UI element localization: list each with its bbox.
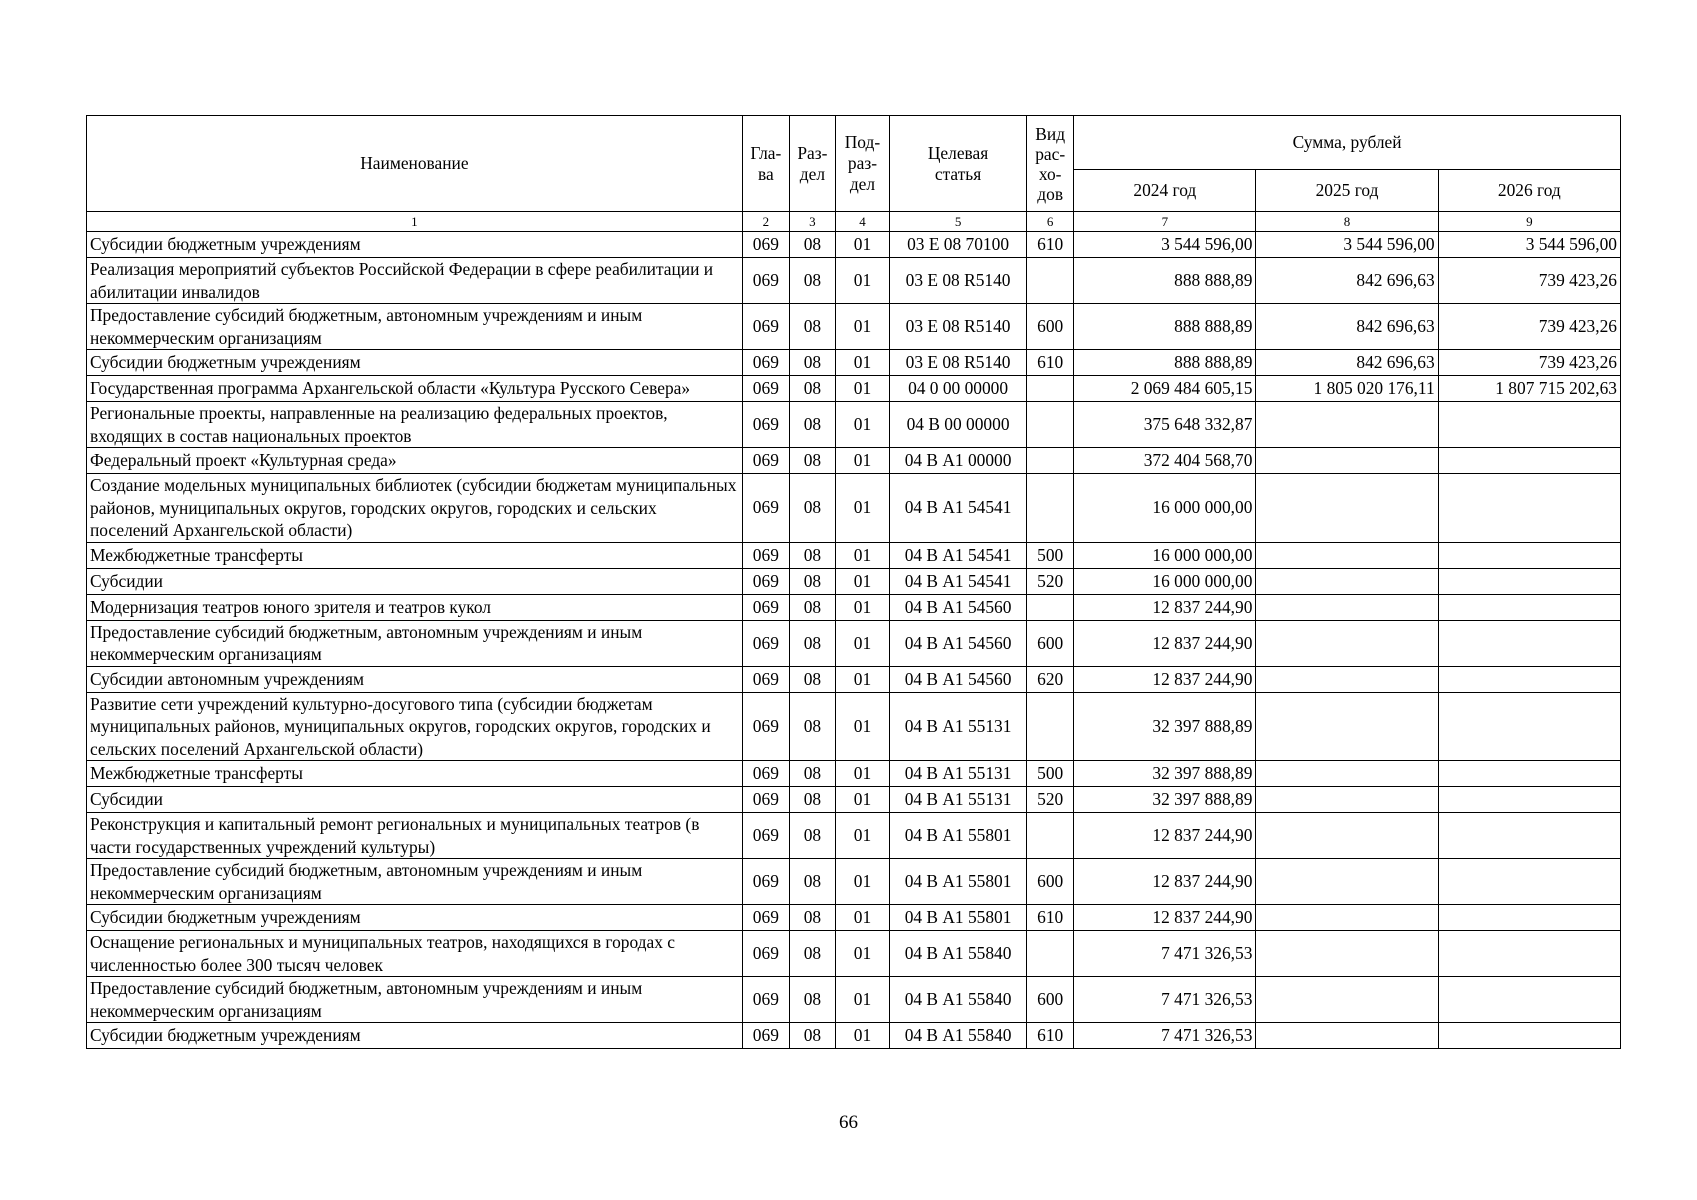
row-vid-raskhodov: 520: [1027, 787, 1074, 813]
row-glava: 069: [742, 304, 789, 350]
column-index-row: [87, 212, 1621, 232]
row-celevaya-statya: 04 В А1 54541: [889, 542, 1026, 568]
row-name: Модернизация театров юного зрителя и театров кукол: [87, 594, 743, 620]
row-sum-2025: 842 696,63: [1256, 258, 1438, 304]
row-sum-2024: 12 837 244,90: [1074, 594, 1256, 620]
row-glava: 069: [742, 448, 789, 474]
row-celevaya-statya: 04 В А1 00000: [889, 448, 1026, 474]
row-name: Субсидии бюджетным учреждениям: [87, 350, 743, 376]
row-glava: 069: [742, 787, 789, 813]
row-podrazdel: 01: [835, 402, 889, 448]
row-vid-raskhodov: [1027, 474, 1074, 543]
row-sum-2025: [1256, 931, 1438, 977]
row-name: Субсидии: [87, 787, 743, 813]
row-podrazdel: 01: [835, 1023, 889, 1049]
row-sum-2025: [1256, 448, 1438, 474]
row-sum-2024: 12 837 244,90: [1074, 666, 1256, 692]
row-glava: 069: [742, 542, 789, 568]
row-podrazdel: 01: [835, 859, 889, 905]
row-podrazdel: 01: [835, 568, 889, 594]
row-vid-raskhodov: 610: [1027, 905, 1074, 931]
row-razdel: 08: [789, 666, 835, 692]
row-sum-2024: 372 404 568,70: [1074, 448, 1256, 474]
row-razdel: 08: [789, 1023, 835, 1049]
budget-table: [86, 115, 1621, 1049]
row-celevaya-statya: 04 В А1 54560: [889, 594, 1026, 620]
table-header: [87, 116, 1621, 232]
row-razdel: 08: [789, 474, 835, 543]
table-row: [87, 542, 1621, 568]
row-sum-2026: [1438, 402, 1620, 448]
row-vid-raskhodov: [1027, 813, 1074, 859]
table-row: [87, 304, 1621, 350]
row-celevaya-statya: 03 Е 08 70100: [889, 232, 1026, 258]
row-sum-2024: 888 888,89: [1074, 258, 1256, 304]
row-sum-2024: 7 471 326,53: [1074, 931, 1256, 977]
row-podrazdel: 01: [835, 232, 889, 258]
row-name: Предоставление субсидий бюджетным, автономным учреждениям и иным некоммерческим организациям: [87, 977, 743, 1023]
row-sum-2024: 7 471 326,53: [1074, 977, 1256, 1023]
row-razdel: 08: [789, 402, 835, 448]
row-sum-2024: 7 471 326,53: [1074, 1023, 1256, 1049]
row-vid-raskhodov: [1027, 258, 1074, 304]
row-sum-2025: [1256, 666, 1438, 692]
row-razdel: 08: [789, 692, 835, 761]
table-row: [87, 376, 1621, 402]
row-sum-2024: 16 000 000,00: [1074, 568, 1256, 594]
row-sum-2025: [1256, 761, 1438, 787]
row-glava: 069: [742, 905, 789, 931]
row-glava: 069: [742, 376, 789, 402]
row-sum-2025: [1256, 787, 1438, 813]
row-sum-2025: [1256, 905, 1438, 931]
row-glava: 069: [742, 692, 789, 761]
row-celevaya-statya: 04 В А1 55840: [889, 931, 1026, 977]
header-glava: Гла- ва: [742, 116, 789, 212]
row-sum-2026: [1438, 542, 1620, 568]
row-sum-2026: [1438, 761, 1620, 787]
row-sum-2026: 739 423,26: [1438, 258, 1620, 304]
row-glava: 069: [742, 568, 789, 594]
row-razdel: 08: [789, 568, 835, 594]
row-sum-2026: 1 807 715 202,63: [1438, 376, 1620, 402]
row-sum-2026: [1438, 977, 1620, 1023]
row-sum-2024: 375 648 332,87: [1074, 402, 1256, 448]
row-vid-raskhodov: 610: [1027, 232, 1074, 258]
row-vid-raskhodov: 520: [1027, 568, 1074, 594]
row-podrazdel: 01: [835, 931, 889, 977]
column-index: 2: [742, 212, 789, 232]
row-sum-2024: 3 544 596,00: [1074, 232, 1256, 258]
row-name: Реализация мероприятий субъектов Российской Федерации в сфере реабилитации и абилитации инвалидов: [87, 258, 743, 304]
row-sum-2025: [1256, 594, 1438, 620]
row-razdel: 08: [789, 542, 835, 568]
header-year-2025: 2025 год: [1256, 170, 1438, 212]
header-name: Наименование: [87, 116, 743, 212]
row-sum-2025: [1256, 1023, 1438, 1049]
row-vid-raskhodov: 610: [1027, 350, 1074, 376]
header-vid: Вид рас- хо- дов: [1027, 116, 1074, 212]
row-celevaya-statya: 04 В А1 55840: [889, 977, 1026, 1023]
table-row: [87, 594, 1621, 620]
row-celevaya-statya: 04 В А1 55801: [889, 905, 1026, 931]
row-vid-raskhodov: 500: [1027, 761, 1074, 787]
table-row: [87, 258, 1621, 304]
row-celevaya-statya: 04 В А1 55131: [889, 761, 1026, 787]
row-podrazdel: 01: [835, 692, 889, 761]
row-vid-raskhodov: 600: [1027, 620, 1074, 666]
table-row: [87, 761, 1621, 787]
row-celevaya-statya: 04 В А1 55801: [889, 859, 1026, 905]
row-name: Межбюджетные трансферты: [87, 761, 743, 787]
row-celevaya-statya: 04 В А1 55131: [889, 692, 1026, 761]
table-body: [87, 232, 1621, 1049]
row-sum-2025: [1256, 568, 1438, 594]
row-razdel: 08: [789, 859, 835, 905]
row-sum-2026: 3 544 596,00: [1438, 232, 1620, 258]
row-podrazdel: 01: [835, 620, 889, 666]
row-celevaya-statya: 04 В А1 55131: [889, 787, 1026, 813]
row-name: Создание модельных муниципальных библиотек (субсидии бюджетам муниципальных районов, муниципальных округов, городских округов, городских и сельских поселений Архангельской области): [87, 474, 743, 543]
column-index: 3: [789, 212, 835, 232]
row-name: Оснащение региональных и муниципальных театров, находящихся в городах с численностью более 300 тысяч человек: [87, 931, 743, 977]
table-row: [87, 787, 1621, 813]
row-name: Развитие сети учреждений культурно-досугового типа (субсидии бюджетам муниципальных районов, муниципальных округов, городских округов, городских и сельских поселений Архангельской области): [87, 692, 743, 761]
table-row: [87, 568, 1621, 594]
column-index: 7: [1074, 212, 1256, 232]
row-podrazdel: 01: [835, 787, 889, 813]
row-vid-raskhodov: 610: [1027, 1023, 1074, 1049]
table-row: [87, 692, 1621, 761]
row-razdel: 08: [789, 787, 835, 813]
row-vid-raskhodov: [1027, 448, 1074, 474]
column-index: 4: [835, 212, 889, 232]
row-name: Предоставление субсидий бюджетным, автономным учреждениям и иным некоммерческим организациям: [87, 620, 743, 666]
row-podrazdel: 01: [835, 977, 889, 1023]
table-row: [87, 474, 1621, 543]
row-razdel: 08: [789, 905, 835, 931]
row-razdel: 08: [789, 376, 835, 402]
row-celevaya-statya: 04 0 00 00000: [889, 376, 1026, 402]
table-row: [87, 931, 1621, 977]
row-sum-2025: [1256, 977, 1438, 1023]
row-name: Субсидии бюджетным учреждениям: [87, 905, 743, 931]
row-podrazdel: 01: [835, 448, 889, 474]
header-year-2024: 2024 год: [1074, 170, 1256, 212]
row-name: Межбюджетные трансферты: [87, 542, 743, 568]
row-celevaya-statya: 04 В 00 00000: [889, 402, 1026, 448]
row-sum-2025: [1256, 402, 1438, 448]
row-name: Государственная программа Архангельской области «Культура Русского Севера»: [87, 376, 743, 402]
row-sum-2024: 888 888,89: [1074, 350, 1256, 376]
header-year-2026: 2026 год: [1438, 170, 1620, 212]
row-celevaya-statya: 04 В А1 55840: [889, 1023, 1026, 1049]
row-vid-raskhodov: [1027, 931, 1074, 977]
table-row: [87, 350, 1621, 376]
row-celevaya-statya: 04 В А1 54560: [889, 620, 1026, 666]
table-row: [87, 666, 1621, 692]
row-glava: 069: [742, 977, 789, 1023]
row-glava: 069: [742, 666, 789, 692]
row-sum-2025: 3 544 596,00: [1256, 232, 1438, 258]
row-sum-2024: 888 888,89: [1074, 304, 1256, 350]
row-glava: 069: [742, 620, 789, 666]
row-razdel: 08: [789, 620, 835, 666]
row-vid-raskhodov: 620: [1027, 666, 1074, 692]
row-sum-2026: [1438, 905, 1620, 931]
row-sum-2024: 12 837 244,90: [1074, 620, 1256, 666]
row-name: Субсидии автономным учреждениям: [87, 666, 743, 692]
row-vid-raskhodov: 500: [1027, 542, 1074, 568]
page-number: 66: [839, 1112, 858, 1133]
row-podrazdel: 01: [835, 258, 889, 304]
row-podrazdel: 01: [835, 594, 889, 620]
row-razdel: 08: [789, 232, 835, 258]
row-podrazdel: 01: [835, 350, 889, 376]
row-glava: 069: [742, 258, 789, 304]
row-sum-2024: 16 000 000,00: [1074, 542, 1256, 568]
row-podrazdel: 01: [835, 813, 889, 859]
row-glava: 069: [742, 813, 789, 859]
row-glava: 069: [742, 474, 789, 543]
table-row: [87, 232, 1621, 258]
column-index: 8: [1256, 212, 1438, 232]
row-sum-2025: 842 696,63: [1256, 350, 1438, 376]
row-sum-2025: [1256, 474, 1438, 543]
row-glava: 069: [742, 350, 789, 376]
row-sum-2026: [1438, 568, 1620, 594]
row-sum-2024: 32 397 888,89: [1074, 692, 1256, 761]
table-row: [87, 977, 1621, 1023]
row-sum-2024: 12 837 244,90: [1074, 859, 1256, 905]
row-sum-2026: 739 423,26: [1438, 304, 1620, 350]
row-vid-raskhodov: 600: [1027, 977, 1074, 1023]
row-glava: 069: [742, 594, 789, 620]
row-name: Федеральный проект «Культурная среда»: [87, 448, 743, 474]
row-sum-2025: [1256, 542, 1438, 568]
header-summa: Сумма, рублей: [1074, 116, 1621, 170]
row-podrazdel: 01: [835, 542, 889, 568]
row-celevaya-statya: 04 В А1 54560: [889, 666, 1026, 692]
row-sum-2026: 739 423,26: [1438, 350, 1620, 376]
row-sum-2026: [1438, 692, 1620, 761]
row-glava: 069: [742, 232, 789, 258]
row-vid-raskhodov: [1027, 402, 1074, 448]
row-razdel: 08: [789, 931, 835, 977]
row-razdel: 08: [789, 448, 835, 474]
row-glava: 069: [742, 859, 789, 905]
row-sum-2026: [1438, 859, 1620, 905]
row-name: Реконструкция и капитальный ремонт региональных и муниципальных театров (в части государственных учреждений культуры): [87, 813, 743, 859]
row-sum-2025: [1256, 859, 1438, 905]
row-name: Субсидии: [87, 568, 743, 594]
row-vid-raskhodov: [1027, 594, 1074, 620]
column-index: 6: [1027, 212, 1074, 232]
row-vid-raskhodov: [1027, 692, 1074, 761]
row-podrazdel: 01: [835, 761, 889, 787]
row-sum-2026: [1438, 448, 1620, 474]
row-podrazdel: 01: [835, 666, 889, 692]
row-razdel: 08: [789, 813, 835, 859]
row-name: Субсидии бюджетным учреждениям: [87, 1023, 743, 1049]
row-vid-raskhodov: 600: [1027, 304, 1074, 350]
row-sum-2025: [1256, 692, 1438, 761]
row-vid-raskhodov: 600: [1027, 859, 1074, 905]
row-name: Предоставление субсидий бюджетным, автономным учреждениям и иным некоммерческим организациям: [87, 304, 743, 350]
row-vid-raskhodov: [1027, 376, 1074, 402]
row-podrazdel: 01: [835, 376, 889, 402]
table-row: [87, 813, 1621, 859]
row-razdel: 08: [789, 258, 835, 304]
row-razdel: 08: [789, 761, 835, 787]
row-sum-2025: [1256, 813, 1438, 859]
row-sum-2025: 1 805 020 176,11: [1256, 376, 1438, 402]
row-glava: 069: [742, 402, 789, 448]
row-glava: 069: [742, 931, 789, 977]
table-row: [87, 905, 1621, 931]
row-sum-2024: 12 837 244,90: [1074, 905, 1256, 931]
table-row: [87, 402, 1621, 448]
table-row: [87, 620, 1621, 666]
row-sum-2026: [1438, 594, 1620, 620]
row-razdel: 08: [789, 304, 835, 350]
header-celevaya: Целевая статья: [889, 116, 1026, 212]
table-row: [87, 859, 1621, 905]
row-sum-2026: [1438, 813, 1620, 859]
row-name: Региональные проекты, направленные на реализацию федеральных проектов, входящих в состав национальных проектов: [87, 402, 743, 448]
row-razdel: 08: [789, 594, 835, 620]
row-glava: 069: [742, 1023, 789, 1049]
row-celevaya-statya: 03 Е 08 R5140: [889, 304, 1026, 350]
row-podrazdel: 01: [835, 474, 889, 543]
row-sum-2026: [1438, 666, 1620, 692]
row-podrazdel: 01: [835, 304, 889, 350]
column-index: 9: [1438, 212, 1620, 232]
row-celevaya-statya: 04 В А1 54541: [889, 568, 1026, 594]
table-row: [87, 448, 1621, 474]
row-name: Субсидии бюджетным учреждениям: [87, 232, 743, 258]
row-name: Предоставление субсидий бюджетным, автономным учреждениям и иным некоммерческим организациям: [87, 859, 743, 905]
table-row: [87, 1023, 1621, 1049]
row-sum-2026: [1438, 620, 1620, 666]
row-sum-2024: 2 069 484 605,15: [1074, 376, 1256, 402]
row-sum-2024: 12 837 244,90: [1074, 813, 1256, 859]
row-podrazdel: 01: [835, 905, 889, 931]
row-sum-2024: 32 397 888,89: [1074, 787, 1256, 813]
row-celevaya-statya: 03 Е 08 R5140: [889, 350, 1026, 376]
row-celevaya-statya: 04 В А1 54541: [889, 474, 1026, 543]
row-sum-2026: [1438, 931, 1620, 977]
row-sum-2024: 32 397 888,89: [1074, 761, 1256, 787]
row-sum-2024: 16 000 000,00: [1074, 474, 1256, 543]
row-sum-2026: [1438, 1023, 1620, 1049]
row-sum-2025: 842 696,63: [1256, 304, 1438, 350]
header-razdel: Раз- дел: [789, 116, 835, 212]
column-index: 5: [889, 212, 1026, 232]
header-podrazdel: Под- раз- дел: [835, 116, 889, 212]
row-razdel: 08: [789, 977, 835, 1023]
row-sum-2026: [1438, 787, 1620, 813]
row-sum-2026: [1438, 474, 1620, 543]
row-sum-2025: [1256, 620, 1438, 666]
row-razdel: 08: [789, 350, 835, 376]
column-index: 1: [87, 212, 743, 232]
row-celevaya-statya: 03 Е 08 R5140: [889, 258, 1026, 304]
row-celevaya-statya: 04 В А1 55801: [889, 813, 1026, 859]
row-glava: 069: [742, 761, 789, 787]
